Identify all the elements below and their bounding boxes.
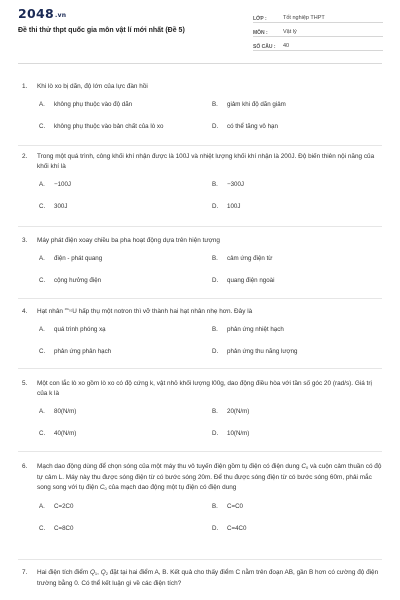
option-text: C=C0 xyxy=(227,503,243,510)
option-text: phản ứng thu năng lượng xyxy=(227,348,298,355)
option-letter: D. xyxy=(212,525,219,532)
symbol-subscript: 2 xyxy=(105,571,108,576)
option-text: −300J xyxy=(227,181,245,188)
question-text-part: đặt tại hai điểm A, B. Kết quả cho thấy điểm C nằm trên đoạn AB, gần B hơn có cường độ điện trường bằng 0. Có thể kết luận gì về các điện tích? xyxy=(37,569,379,587)
symbol-q1: Q xyxy=(89,569,95,576)
option-d[interactable] xyxy=(210,429,249,439)
question-stem xyxy=(22,152,382,172)
question-text xyxy=(37,307,382,317)
question-number: 1. xyxy=(22,83,28,90)
symbol-cx: C xyxy=(99,484,105,491)
question-number: 3. xyxy=(22,237,28,244)
symbol-subscript: 1 xyxy=(94,571,98,576)
option-d[interactable] xyxy=(210,347,298,357)
question-5 xyxy=(22,379,382,447)
option-letter: C. xyxy=(39,277,46,284)
option-text: quang điện ngoài xyxy=(227,277,275,284)
symbol-c0: C xyxy=(301,463,306,470)
option-text: 10(N/m) xyxy=(227,430,250,437)
question-divider xyxy=(18,145,382,146)
question-stem xyxy=(22,82,382,92)
question-text-part: Mạch dao động dùng để chọn sóng của một máy thu vô tuyến điện gồm tụ điện có điện dung xyxy=(37,463,302,470)
option-c[interactable] xyxy=(37,429,76,439)
option-a[interactable] xyxy=(37,325,106,335)
option-c[interactable] xyxy=(37,524,73,534)
logo-tld: .vn xyxy=(55,12,67,19)
meta-value: Vật lý xyxy=(283,29,297,35)
question-text-part: U hấp thụ một notron thì vỡ thành hai hạt nhân nhẹ hơn. Đây là xyxy=(72,308,253,315)
question-number: 4. xyxy=(22,308,28,315)
question-1 xyxy=(22,82,382,140)
question-6 xyxy=(22,462,382,542)
question-divider xyxy=(18,226,382,227)
option-letter: D. xyxy=(212,348,219,355)
question-number: 5. xyxy=(22,380,28,387)
option-letter: C. xyxy=(39,203,46,210)
option-a[interactable] xyxy=(37,100,132,110)
option-text: giảm khi độ dãn giảm xyxy=(227,101,286,108)
question-text: Một con lắc lò xo gồm lò xo có độ cứng k, vật nhỏ khối lượng l00g, dao động điều hòa với tần số góc 20 (rad/s). Giá trị của k là xyxy=(37,380,372,397)
option-b[interactable] xyxy=(210,325,284,335)
option-text: 80(N/m) xyxy=(54,408,77,415)
option-c[interactable] xyxy=(37,202,67,212)
option-d[interactable] xyxy=(210,202,240,212)
question-2 xyxy=(22,152,382,220)
option-letter: D. xyxy=(212,277,219,284)
option-text: C=4C0 xyxy=(227,525,247,532)
option-text: điện - phát quang xyxy=(54,255,103,262)
option-b[interactable] xyxy=(210,180,244,190)
meta-key: LỚP : xyxy=(253,16,267,22)
question-text-part: và cuộn cảm thuần có độ tự cảm L. Máy này thu được sóng điện từ có bước sóng 20m. Để thu được sóng điện từ có bước sóng 60m, phải mắc song song với tụ điện xyxy=(37,463,382,491)
question-stem xyxy=(22,307,382,317)
option-letter: B. xyxy=(212,326,218,333)
question-stem xyxy=(22,379,382,399)
question-text-part: Hai điện tích điểm xyxy=(37,569,90,576)
question-text-part: của mạch dao động một tụ điện có điện dung xyxy=(106,484,237,491)
option-d[interactable] xyxy=(210,276,274,286)
option-letter: B. xyxy=(212,408,218,415)
meta-key: SỐ CÂU : xyxy=(253,44,276,50)
question-number: 7. xyxy=(22,569,28,576)
option-text: phản ứng nhiệt hạch xyxy=(227,326,284,333)
option-letter: A. xyxy=(39,101,45,108)
header xyxy=(0,0,400,64)
option-text: cảm ứng điện từ xyxy=(227,255,273,262)
option-letter: A. xyxy=(39,503,45,510)
option-b[interactable] xyxy=(210,502,243,512)
header-divider xyxy=(18,63,382,64)
question-number: 2. xyxy=(22,153,28,160)
option-text: có thể tăng vô hạn xyxy=(227,123,278,130)
question-divider xyxy=(18,368,382,369)
meta-row-class xyxy=(253,9,383,23)
option-letter: B. xyxy=(212,181,218,188)
question-stem xyxy=(22,236,382,246)
option-text: phản ứng phân hạch xyxy=(54,348,112,355)
option-letter: A. xyxy=(39,408,45,415)
option-letter: B. xyxy=(212,101,218,108)
option-letter: D. xyxy=(212,123,219,130)
meta-key: MÔN : xyxy=(253,30,268,36)
option-b[interactable] xyxy=(210,100,286,110)
logo-text: 2048 xyxy=(18,6,54,21)
option-d[interactable] xyxy=(210,122,278,132)
option-text: C=2C0 xyxy=(54,503,74,510)
question-7 xyxy=(22,568,382,589)
question-text xyxy=(37,462,382,494)
question-4 xyxy=(22,307,382,365)
option-text: 100J xyxy=(227,203,241,210)
options xyxy=(22,254,382,294)
symbol-subscript: 0 xyxy=(305,465,309,470)
meta-value: 40 xyxy=(283,43,290,49)
options xyxy=(22,407,382,447)
options xyxy=(22,180,382,220)
question-stem xyxy=(22,568,382,589)
option-letter: D. xyxy=(212,430,219,437)
option-letter: B. xyxy=(212,255,218,262)
question-divider xyxy=(18,451,382,452)
option-d[interactable] xyxy=(210,524,246,534)
question-number: 6. xyxy=(22,463,28,470)
symbol-q2: Q xyxy=(100,569,106,576)
option-a[interactable] xyxy=(37,502,73,512)
option-c[interactable] xyxy=(37,347,111,357)
option-letter: D. xyxy=(212,203,219,210)
meta-value: Tốt nghiệp THPT xyxy=(283,15,325,21)
options xyxy=(22,100,382,140)
option-a[interactable] xyxy=(37,254,102,264)
option-b[interactable] xyxy=(210,254,272,264)
option-text: không phụ thuộc vào bản chất của lò xo xyxy=(54,123,164,130)
option-a[interactable] xyxy=(37,180,71,190)
option-text: cộng hưởng điện xyxy=(54,277,102,284)
options xyxy=(22,502,382,542)
option-b[interactable] xyxy=(210,407,249,417)
symbol-subscript: 0 xyxy=(104,486,107,491)
isotope-notation: ²³⁵₉₂ xyxy=(64,307,73,312)
meta-row-count xyxy=(253,37,383,51)
option-letter: C. xyxy=(39,348,46,355)
question-text: Trong một quá trình, công khối khí nhận được là 100J và nhiệt lượng khối khí nhận là 200J. Độ biến thiên nội năng của khối khí là xyxy=(37,153,375,170)
exam-meta xyxy=(253,9,383,51)
option-text: 20(N/m) xyxy=(227,408,250,415)
option-text: 40(N/m) xyxy=(54,430,77,437)
question-text: Khi lò xo bị dãn, độ lớn của lực đàn hồi xyxy=(37,83,148,90)
question-divider xyxy=(18,298,382,299)
option-letter: A. xyxy=(39,326,45,333)
meta-row-subject xyxy=(253,23,383,37)
options xyxy=(22,325,382,365)
option-letter: C. xyxy=(39,525,46,532)
exam-title: Đề thi thử thpt quốc gia môn vật lí mới nhất (Đề 5) xyxy=(18,27,185,34)
question-3 xyxy=(22,236,382,294)
option-letter: A. xyxy=(39,181,45,188)
option-letter: C. xyxy=(39,123,46,130)
option-a[interactable] xyxy=(37,407,76,417)
question-stem xyxy=(22,462,382,494)
option-text: không phụ thuộc vào độ dãn xyxy=(54,101,133,108)
question-text: Máy phát điện xoay chiều ba pha hoạt động dựa trên hiện tượng xyxy=(37,237,220,244)
option-text: 300J xyxy=(54,203,68,210)
option-text: −100J xyxy=(54,181,72,188)
option-letter: B. xyxy=(212,503,218,510)
option-text: C=8C0 xyxy=(54,525,74,532)
option-text: quá trình phóng xạ xyxy=(54,326,106,333)
question-text: Hai điện tích điểm $Q_1$, $Q_2$ đặt tại hai điểm A, B. Kết quả cho thấy điểm C nằm trên đoạn AB, gần B hơn có cường độ điện trường bằng 0. Có thể kết luận gì về các điện tích? xyxy=(37,569,379,587)
option-letter: C. xyxy=(39,430,46,437)
option-c[interactable] xyxy=(37,276,101,286)
option-letter: A. xyxy=(39,255,45,262)
question-text-part: Hạt nhân xyxy=(37,308,65,315)
question-divider xyxy=(18,559,382,560)
option-c[interactable] xyxy=(37,122,163,132)
